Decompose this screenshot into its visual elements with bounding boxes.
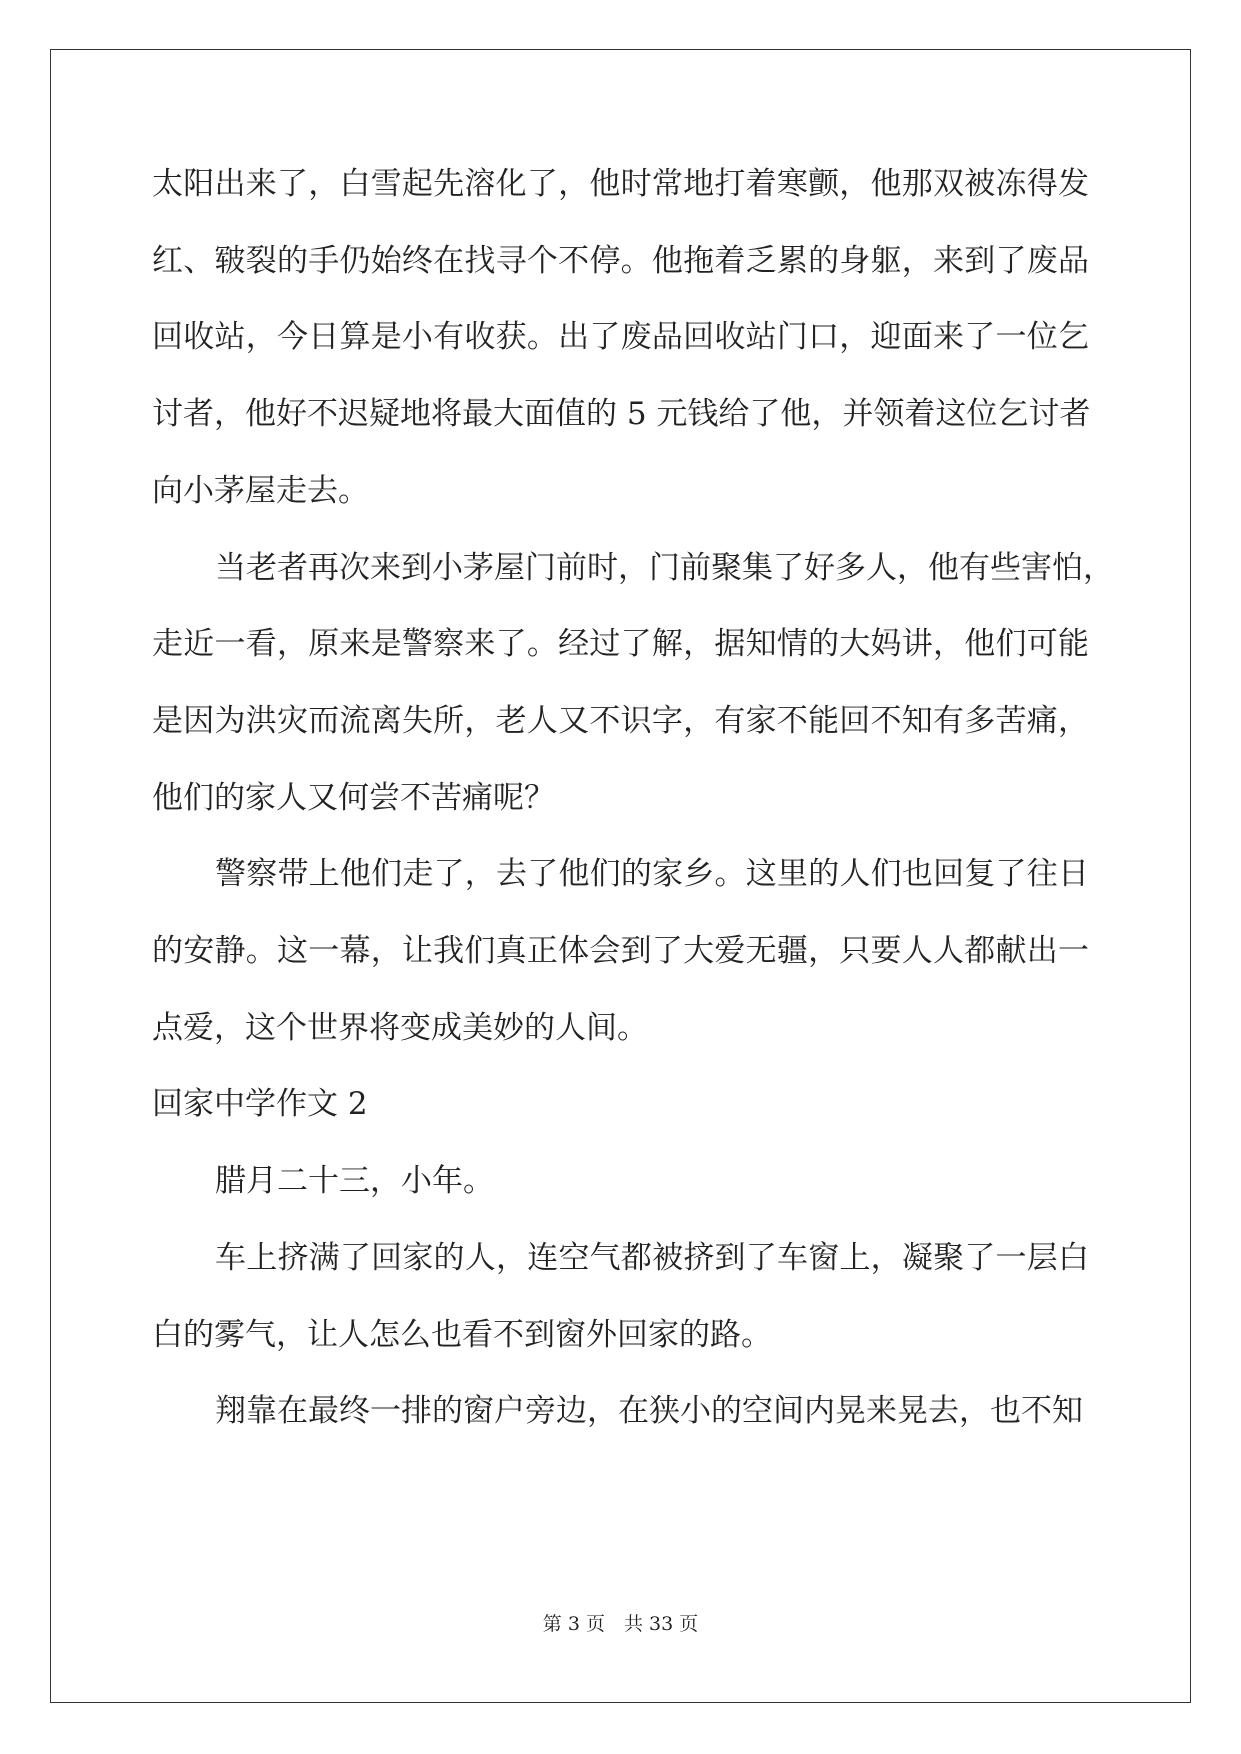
paragraph-line: 翔靠在最终一排的窗户旁边，在狭小的空间内晃来晃去，也不知	[215, 1393, 1083, 1430]
page-footer: 第 3 页 共 33 页	[542, 1613, 699, 1635]
paragraph-line: 是因为洪灾而流离失所，老人又不识字，有家不能回不知有多苦痛，	[152, 702, 1089, 739]
section-heading: 回家中学作文 2	[152, 1086, 368, 1123]
paragraph-line: 红、皲裂的手仍始终在找寻个不停。他拖着乏累的身躯，来到了废品	[152, 242, 1089, 279]
paragraph-line: 腊月二十三，小年。	[215, 1163, 494, 1200]
paragraph-line: 他们的家人又何尝不苦痛呢？	[152, 779, 555, 816]
paragraph-line: 白的雾气，让人怎么也看不到窗外回家的路。	[152, 1316, 772, 1353]
paragraph-line: 向小茅屋走去。	[152, 472, 369, 509]
paragraph-line: 警察带上他们走了，去了他们的家乡。这里的人们也回复了往日	[215, 856, 1089, 893]
paragraph-line: 太阳出来了，白雪起先溶化了，他时常地打着寒颤，他那双被冻得发	[152, 166, 1089, 202]
paragraph-line: 点爱，这个世界将变成美妙的人间。	[152, 1009, 648, 1046]
paragraph-line: 走近一看，原来是警察来了。经过了解，据知情的大妈讲，他们可能	[152, 626, 1089, 663]
paragraph-line: 车上挤满了回家的人，连空气都被挤到了车窗上，凝聚了一层白	[215, 1239, 1089, 1276]
paragraph-line: 回收站，今日算是小有收获。出了废品回收站门口，迎面来了一位乞	[152, 319, 1089, 356]
paragraph-line: 的安静。这一幕，让我们真正体会到了大爱无疆，只要人人都献出一	[152, 933, 1089, 969]
paragraph-line: 当老者再次来到小茅屋门前时，门前聚集了好多人，他有些害怕，	[215, 549, 1114, 586]
paragraph-line: 讨者，他好不迟疑地将最大面值的 5 元钱给了他，并领着这位乞讨者	[152, 396, 1091, 433]
